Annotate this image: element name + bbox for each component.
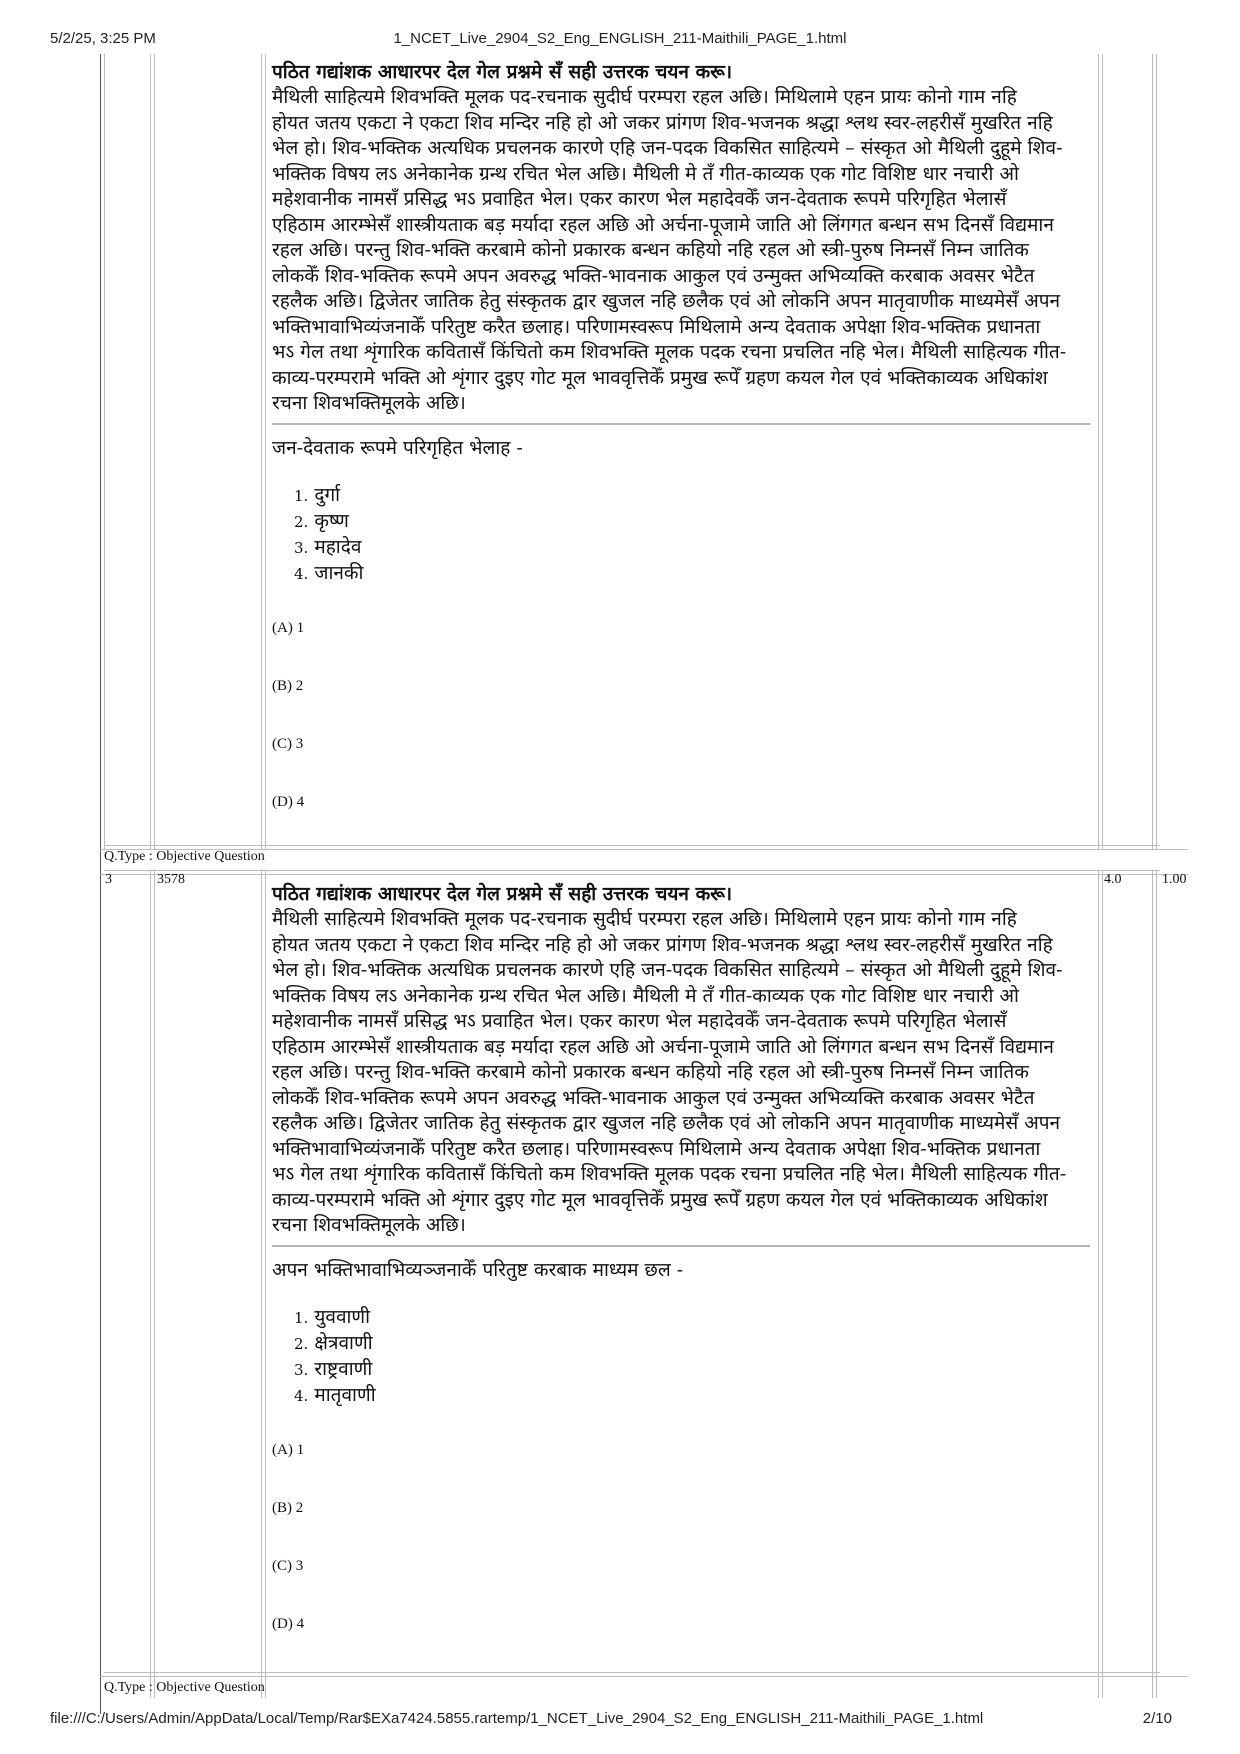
choice-list bbox=[294, 483, 1090, 587]
choice-item: 4. जानकी bbox=[294, 561, 364, 584]
question-type-label: Q.Type : Objective Question bbox=[104, 1680, 265, 1695]
choice-item: 1. दुर्गा bbox=[294, 483, 341, 506]
question-1-content bbox=[272, 60, 1090, 851]
answer-option-c: (C) 3 bbox=[272, 1557, 304, 1574]
passage-line: होयत जतय एकटा ने एकटा शिव मन्दिर नहि हो ओ जकर प्रांगण शिव-भजनक श्रद्धा श्लथ स्वर-लहरीसँ मुखरित नहि bbox=[272, 933, 1053, 956]
answer-option-b: (B) 2 bbox=[272, 1499, 304, 1516]
passage-line: काव्य-परम्परामे भक्ति ओ शृंगार दुइए गोट मूल भाववृत्तिकेँ प्रमुख रूपेँ ग्रहण कयल गेल एवं भक्तिकाव्यक अधिकांश bbox=[272, 1188, 1048, 1211]
instruction-text: पठित गद्यांशक आधारपर देल गेल प्रश्नमे सँ सही उत्तरक चयन करू। bbox=[272, 883, 733, 905]
question-text: जन-देवताक रूपमे परिगृहित भेलाह - bbox=[272, 436, 523, 459]
choice-list bbox=[294, 1305, 1090, 1409]
passage-line: रचना शिवभक्तिमूलके अछि। bbox=[272, 392, 466, 414]
passage-line: एहिठाम आरम्भेसँ शास्त्रीयताक बड़ मर्यादा रहल अछि ओ अर्चना-पूजामे जाति ओ लिंगगत बन्धन सभ दिनसँ विद्यमान bbox=[272, 1035, 1054, 1058]
choice-item: 3. राष्ट्रवाणी bbox=[294, 1357, 373, 1380]
print-file-path: file:///C:/Users/Admin/AppData/Local/Temp/Rar$EXa7424.5855.rartemp/1_NCET_Live_2904_S2_Eng_ENGLISH_211-Maithili_PAGE_1.html bbox=[50, 1710, 984, 1727]
print-title: 1_NCET_Live_2904_S2_Eng_ENGLISH_211-Maithili_PAGE_1.html bbox=[393, 30, 847, 47]
choice-item: 2. क्षेत्रवाणी bbox=[294, 1331, 373, 1354]
answer-option-c: (C) 3 bbox=[272, 735, 304, 752]
passage-line: होयत जतय एकटा ने एकटा शिव मन्दिर नहि हो ओ जकर प्रांगण शिव-भजनक श्रद्धा श्लथ स्वर-लहरीसँ मुखरित नहि bbox=[272, 111, 1053, 134]
passage-line: मैथिली साहित्यमे शिवभक्ति मूलक पद-रचनाक सुदीर्घ परम्परा रहल अछि। मिथिलामे एहन प्रायः कोनो गाम नहि bbox=[272, 86, 1017, 108]
answer-options bbox=[272, 1441, 1090, 1673]
passage-line: रहलैक अछि। द्विजेतर जातिक हेतु संस्कृतक द्वार खुजल नहि छलैक एवं ओ लोकनि अपन मातृवाणीक माध्यमेसँ अपन bbox=[272, 1112, 1061, 1134]
passage-line: भक्तिभावाभिव्यंजनाकेँ परितुष्ट करैत छलाह। परिणामस्वरूप मिथिलामे अन्य देवताक अपेक्षा शिव-भक्तिक प्रधानता bbox=[272, 1137, 1041, 1160]
question-text: अपन भक्तिभावाभिव्यञ्जनाकेँ परितुष्ट करबाक माध्यम छल - bbox=[272, 1258, 684, 1281]
passage-line: भक्तिक विषय लऽ अनेकानेक ग्रन्थ रचित भेल अछि। मैथिली मे तँ गीत-काव्यक एक गोट विशिष्ट धार नचारी ओ bbox=[272, 162, 1019, 185]
instruction-text: पठित गद्यांशक आधारपर देल गेल प्रश्नमे सँ सही उत्तरक चयन करू। bbox=[272, 61, 733, 83]
answer-option-d: (D) 4 bbox=[272, 793, 305, 810]
passage-line: भेल हो। शिव-भक्तिक अत्यधिक प्रचलनक कारणे एहि जन-पदक विकसित साहित्यमे – संस्कृत ओ मैथिली दुहूमे शिव- bbox=[272, 137, 1063, 159]
print-page-number: 2/10 bbox=[1142, 1710, 1172, 1727]
passage-line: भेल हो। शिव-भक्तिक अत्यधिक प्रचलनक कारणे एहि जन-पदक विकसित साहित्यमे – संस्कृत ओ मैथिली दुहूमे शिव- bbox=[272, 959, 1063, 981]
passage-line: मैथिली साहित्यमे शिवभक्ति मूलक पद-रचनाक सुदीर्घ परम्परा रहल अछि। मिथिलामे एहन प्रायः कोनो गाम नहि bbox=[272, 908, 1017, 930]
passage-line: भऽ गेल तथा शृंगारिक कवितासँ किंचितो कम शिवभक्ति मूलक पदक रचना प्रचलित नहि भेल। मैथिली साहित्यक गीत- bbox=[272, 1163, 1067, 1185]
divider bbox=[272, 1245, 1090, 1247]
print-footer bbox=[0, 1710, 1240, 1732]
passage-line: रचना शिवभक्तिमूलके अछि। bbox=[272, 1214, 466, 1236]
question-type-label: Q.Type : Objective Question bbox=[104, 849, 265, 864]
answer-option-d: (D) 4 bbox=[272, 1615, 305, 1632]
serial-number: 3 bbox=[105, 872, 112, 887]
passage-line: भक्तिक विषय लऽ अनेकानेक ग्रन्थ रचित भेल अछि। मैथिली मे तँ गीत-काव्यक एक गोट विशिष्ट धार नचारी ओ bbox=[272, 984, 1019, 1007]
marks: 4.0 bbox=[1104, 872, 1122, 887]
passage-line: रहल अछि। परन्तु शिव-भक्ति करबामे कोनो प्रकारक बन्धन कहियो नहि रहल ओ स्त्री-पुरुष निम्नसँ निम्न जातिक bbox=[272, 239, 1029, 261]
passage-line: काव्य-परम्परामे भक्ति ओ शृंगार दुइए गोट मूल भाववृत्तिकेँ प्रमुख रूपेँ ग्रहण कयल गेल एवं भक्तिकाव्यक अधिकांश bbox=[272, 366, 1048, 389]
choice-item: 3. महादेव bbox=[294, 535, 362, 558]
passage-line: महेशवानीक नामसँ प्रसिद्ध भऽ प्रवाहित भेल। एकर कारण भेल महादेवकेँ जन-देवताक रूपमे परिगृहित भेलासँ bbox=[272, 1010, 1007, 1032]
passage bbox=[272, 907, 1090, 1239]
passage-line: लोककेँ शिव-भक्तिक रूपमे अपन अवरुद्ध भक्ति-भावनाक आकुल एवं उन्मुक्त अभिव्यक्ति करबाक अवसर भेटैत bbox=[272, 264, 1035, 287]
passage-line: लोककेँ शिव-भक्तिक रूपमे अपन अवरुद्ध भक्ति-भावनाक आकुल एवं उन्मुक्त अभिव्यक्ति करबाक अवसर भेटैत bbox=[272, 1086, 1035, 1109]
passage-line: महेशवानीक नामसँ प्रसिद्ध भऽ प्रवाहित भेल। एकर कारण भेल महादेवकेँ जन-देवताक रूपमे परिगृहित भेलासँ bbox=[272, 188, 1007, 210]
question-id: 3578 bbox=[157, 872, 185, 887]
answer-options bbox=[272, 619, 1090, 851]
passage-line: एहिठाम आरम्भेसँ शास्त्रीयताक बड़ मर्यादा रहल अछि ओ अर्चना-पूजामे जाति ओ लिंगगत बन्धन सभ दिनसँ विद्यमान bbox=[272, 213, 1054, 236]
print-datetime: 5/2/25, 3:25 PM bbox=[50, 30, 156, 47]
passage bbox=[272, 85, 1090, 417]
answer-option-a: (A) 1 bbox=[272, 1441, 305, 1458]
answer-option-b: (B) 2 bbox=[272, 677, 304, 694]
question-3-content bbox=[272, 882, 1090, 1673]
print-header bbox=[0, 30, 1240, 52]
passage-line: रहल अछि। परन्तु शिव-भक्ति करबामे कोनो प्रकारक बन्धन कहियो नहि रहल ओ स्त्री-पुरुष निम्नसँ निम्न जातिक bbox=[272, 1061, 1029, 1083]
divider bbox=[272, 423, 1090, 425]
passage-line: रहलैक अछि। द्विजेतर जातिक हेतु संस्कृतक द्वार खुजल नहि छलैक एवं ओ लोकनि अपन मातृवाणीक माध्यमेसँ अपन bbox=[272, 290, 1061, 312]
choice-item: 4. मातृवाणी bbox=[294, 1383, 376, 1406]
passage-line: भक्तिभावाभिव्यंजनाकेँ परितुष्ट करैत छलाह। परिणामस्वरूप मिथिलामे अन्य देवताक अपेक्षा शिव-भक्तिक प्रधानता bbox=[272, 315, 1041, 338]
answer-option-a: (A) 1 bbox=[272, 619, 305, 636]
passage-line: भऽ गेल तथा शृंगारिक कवितासँ किंचितो कम शिवभक्ति मूलक पदक रचना प्रचलित नहि भेल। मैथिली साहित्यक गीत- bbox=[272, 341, 1067, 363]
choice-item: 1. युववाणी bbox=[294, 1305, 371, 1328]
choice-item: 2. कृष्ण bbox=[294, 509, 349, 532]
negative-marks: 1.00 bbox=[1162, 872, 1187, 887]
